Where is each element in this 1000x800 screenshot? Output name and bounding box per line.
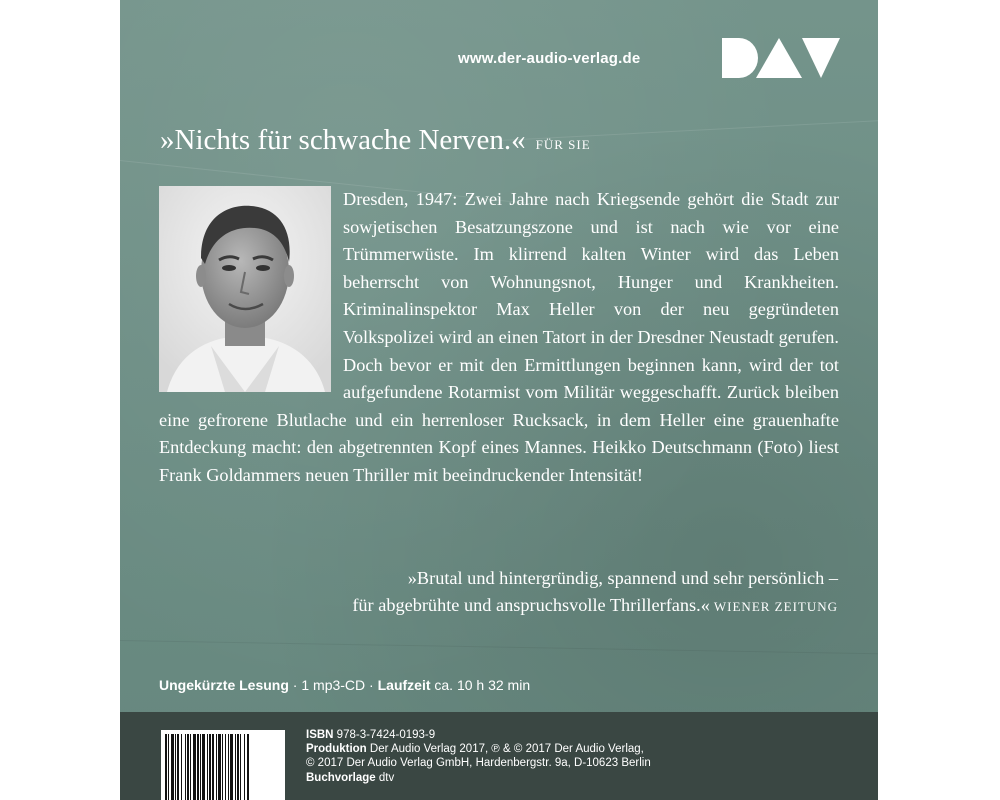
barcode-bar xyxy=(190,734,191,800)
copyright-line: © 2017 Der Audio Verlag GmbH, Hardenbergstr. 9a, D-10623 Berlin xyxy=(306,757,651,770)
barcode-bar xyxy=(247,734,249,800)
barcode-bar xyxy=(202,734,205,800)
cd-back-cover xyxy=(120,0,878,800)
barcode-bar xyxy=(244,734,245,800)
headline-quote-text: »Nichts für schwache Nerven.« xyxy=(160,124,526,156)
edition-label: Ungekürzte Lesung xyxy=(159,677,289,693)
product-info xyxy=(159,677,530,693)
barcode-bar xyxy=(187,734,189,800)
barcode-bar xyxy=(222,734,223,800)
barcode-bar xyxy=(175,734,176,800)
barcode-bar xyxy=(165,734,167,800)
barcode-bar xyxy=(216,734,217,800)
barcode-bar xyxy=(177,734,179,800)
book-source-label: Buchvorlage xyxy=(306,771,376,784)
headline-quote xyxy=(160,124,591,157)
headline-quote-source: FÜR SIE xyxy=(535,137,591,152)
portrait-spacer xyxy=(159,186,331,392)
barcode-bar xyxy=(171,734,174,800)
barcode-bar xyxy=(193,734,196,800)
barcode-bar xyxy=(212,734,214,800)
dav-logo xyxy=(722,38,840,78)
review-source: WIENER ZEITUNG xyxy=(713,599,838,614)
production-value: Der Audio Verlag 2017, ℗ & © 2017 Der Audio Verlag, xyxy=(366,743,644,756)
press-review xyxy=(238,565,838,620)
publisher-website[interactable]: www.der-audio-verlag.de xyxy=(458,50,641,67)
runtime-value: ca. 10 h 32 min xyxy=(430,677,531,693)
footer-bar xyxy=(120,712,878,800)
imprint xyxy=(306,728,651,785)
book-source-value: dtv xyxy=(375,771,395,784)
runtime-label: Laufzeit xyxy=(377,677,431,693)
barcode-bar xyxy=(200,734,201,800)
barcode-bar xyxy=(237,734,239,800)
barcode-bar xyxy=(185,734,186,800)
isbn-label: ISBN xyxy=(306,729,334,741)
synopsis-text xyxy=(159,186,839,490)
barcode-bar xyxy=(218,734,221,800)
separator: · xyxy=(365,677,378,693)
barcode-bar xyxy=(230,734,233,800)
paper-crease xyxy=(120,640,878,654)
media-format: 1 mp3-CD xyxy=(301,677,366,693)
review-line-2: für abgebrühte und anspruchsvolle Thrillerfans.« xyxy=(352,595,710,615)
barcode-bar xyxy=(181,734,182,800)
synopsis-body: Dresden, 1947: Zwei Jahre nach Kriegsende gehört die Stadt zur sowjetischen Besatzungszone und ist nach wie vor eine Trümmerwüste. Im klirrend kalten Winter wird das Leben beherrscht von Wohnungsnot, Hunger und Krankheiten. Kriminalinspektor Max Heller von der neu gegründeten Volkspolizei wird an einen Tatort in der Dresdner Neustadt gerufen. Doch bevor er mit den Ermittlungen beginnen kann, wird der tot aufgefundene Rotarmist vom Militär weggeschafft. Zurück bleiben eine gefrorene Blutlache und ein herrenloser Rucksack, in dem Heller eine grauenhafte Entdeckung macht: den abgetrennten Kopf eines Mannes. Heikko Deutschmann (Foto) liest Frank Goldammers neuen Thriller mit beeindruckender Intensität! xyxy=(159,189,839,485)
barcode-bar xyxy=(240,734,241,800)
barcode-bar xyxy=(168,734,169,800)
barcode-icon xyxy=(161,730,285,800)
barcode-bar xyxy=(209,734,211,800)
barcode-bar xyxy=(207,734,208,800)
barcode-bar xyxy=(235,734,236,800)
separator: · xyxy=(288,677,302,693)
review-line-1: »Brutal und hintergründig, spannend und sehr persönlich – xyxy=(407,568,838,588)
barcode-bar xyxy=(197,734,199,800)
production-label: Produktion xyxy=(306,743,367,756)
barcode-bar xyxy=(225,734,226,800)
barcode-bar xyxy=(228,734,229,800)
isbn-value: 978-3-7424-0193-9 xyxy=(333,729,436,741)
